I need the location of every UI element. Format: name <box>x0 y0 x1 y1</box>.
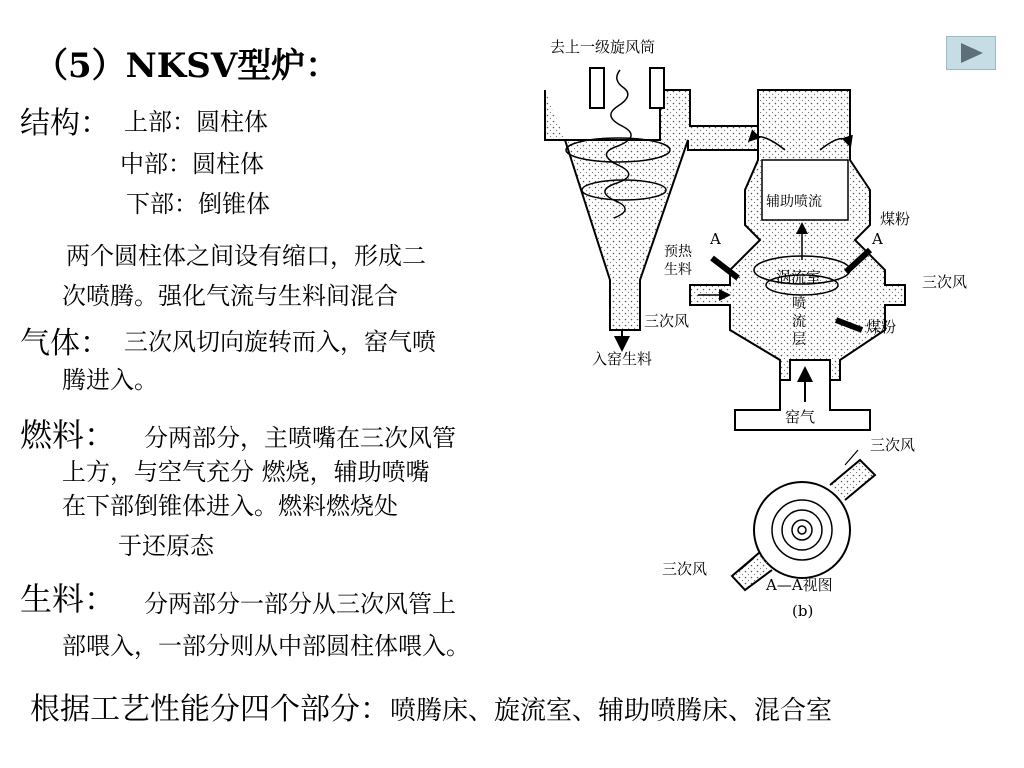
structure-note-line2: 次喷腾。强化气流与生料间混合 <box>62 282 398 310</box>
structure-lower: 下部：倒锥体 <box>126 190 270 218</box>
label-kiln-gas: 窑气 <box>785 408 816 426</box>
label-spout-1: 喷 <box>792 296 806 312</box>
raw-meal-label: 生料： <box>20 580 117 618</box>
structure-note-line1: 两个圆柱体之间设有缩口，形成二 <box>66 242 426 270</box>
label-preheat: 预热 <box>664 244 692 260</box>
gas-line1: 三次风切向旋转而入，窑气喷 <box>124 328 436 356</box>
label-spout-3: 层 <box>792 332 806 348</box>
gas-line2: 腾进入。 <box>62 366 158 394</box>
slide-title: （5）NKSV型炉： <box>34 46 340 86</box>
fuel-label: 燃料： <box>20 416 117 454</box>
fuel-line1: 分两部分，主喷嘴在三次风管 <box>144 424 456 452</box>
summary-line <box>30 684 832 728</box>
structure-upper: 上部：圆柱体 <box>124 108 268 136</box>
label-a-left: A <box>710 230 721 248</box>
nksv-furnace-diagram <box>540 30 1000 630</box>
fuel-line4: 于还原态 <box>118 532 214 560</box>
label-section-title: A—A视图 <box>766 576 833 594</box>
label-coal-bottom: 煤粉 <box>866 318 897 336</box>
structure-label: 结构： <box>20 106 110 141</box>
section-view <box>732 450 875 590</box>
label-vortex-room: 涡流室 <box>776 268 822 286</box>
summary-label: 根据工艺性能分四个部分： <box>30 692 390 727</box>
label-tertiary-left: 三次风 <box>644 312 690 330</box>
label-spout-2: 流 <box>792 314 806 330</box>
structure-middle: 中部：圆柱体 <box>120 150 264 178</box>
label-tertiary-right: 三次风 <box>922 273 968 291</box>
fuel-line3: 在下部倒锥体进入。燃料燃烧处 <box>62 492 398 520</box>
label-coal-top: 煤粉 <box>880 210 911 228</box>
label-section-tertiary-left: 三次风 <box>662 560 708 578</box>
raw-meal-line1: 分两部分一部分从三次风管上 <box>144 590 456 618</box>
fuel-line2: 上方，与空气充分 燃烧，辅助喷嘴 <box>62 458 430 486</box>
label-to-cyclone: 去上一级旋风筒 <box>550 38 656 56</box>
label-raw: 生料 <box>664 262 692 278</box>
label-aux-spout: 辅助喷流 <box>766 194 822 210</box>
label-section-tertiary-top: 三次风 <box>870 436 916 454</box>
label-a-right: A <box>872 230 883 248</box>
summary-text: 喷腾床、旋流室、辅助喷腾床、混合室 <box>390 696 833 726</box>
label-figure: (b) <box>792 602 814 620</box>
raw-meal-line2: 部喂入，一部分则从中部圆柱体喂入。 <box>62 632 470 660</box>
label-to-kiln-meal: 入窑生料 <box>592 350 653 368</box>
gas-label: 气体： <box>20 326 110 361</box>
